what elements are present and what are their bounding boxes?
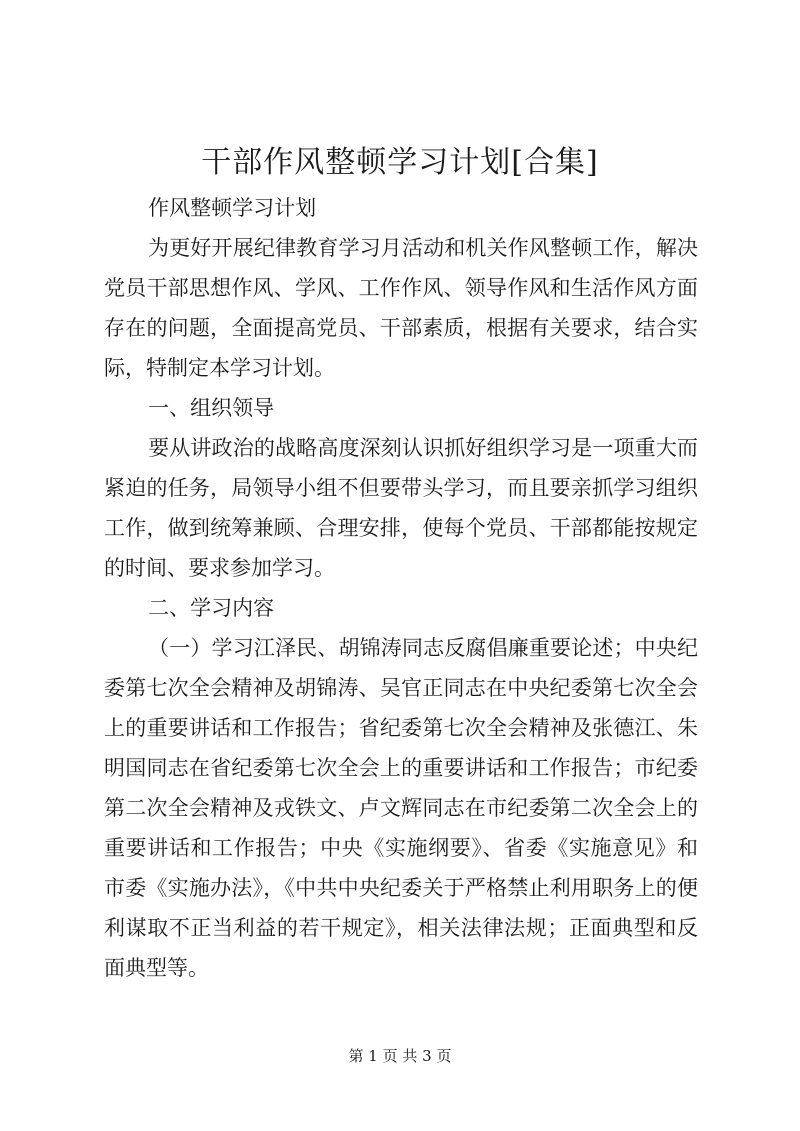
page-footer: 第 1 页 共 3 页 [348, 1047, 452, 1065]
document-body [104, 188, 698, 988]
paragraph-intro: 为更好开展纪律教育学习月活动和机关作风整顿工作，解决党员干部思想作风、学风、工作作风、领导作风和生活作风方面存在的问题，全面提高党员、干部素质，根据有关要求，结合实际，特制定本学习计划。 [104, 236, 698, 380]
section-heading-organization: 一、组织领导 [148, 396, 275, 420]
paragraph-subtitle: 作风整顿学习计划 [148, 196, 317, 220]
paragraph-organization: 要从讲政治的战略高度深刻认识抓好组织学习是一项重大而紧迫的任务，局领导小组不但要带头学习，而且要亲抓学习组织工作，做到统筹兼顾、合理安排，使每个党员、干部都能按规定的时间、要求参加学习。 [104, 436, 698, 580]
paragraph-content: （一）学习江泽民、胡锦涛同志反腐倡廉重要论述；中央纪委第七次全会精神及胡锦涛、吴官正同志在中央纪委第七次全会上的重要讲话和工作报告；省纪委第七次全会精神及张德江、朱明国同志在省纪委第七次全会上的重要讲话和工作报告；市纪委第二次全会精神及戎铁文、卢文辉同志在市纪委第二次全会上的重要讲话和工作报告；中央《实施纲要》、省委《实施意见》和市委《实施办法》，《中共中央纪委关于严格禁止利用职务上的便利谋取不正当利益的若干规定》，相关法律法规；正面典型和反面典型等。 [104, 636, 698, 980]
section-heading-content: 二、学习内容 [148, 596, 275, 620]
document-title: 干部作风整顿学习计划[合集] [201, 145, 599, 180]
